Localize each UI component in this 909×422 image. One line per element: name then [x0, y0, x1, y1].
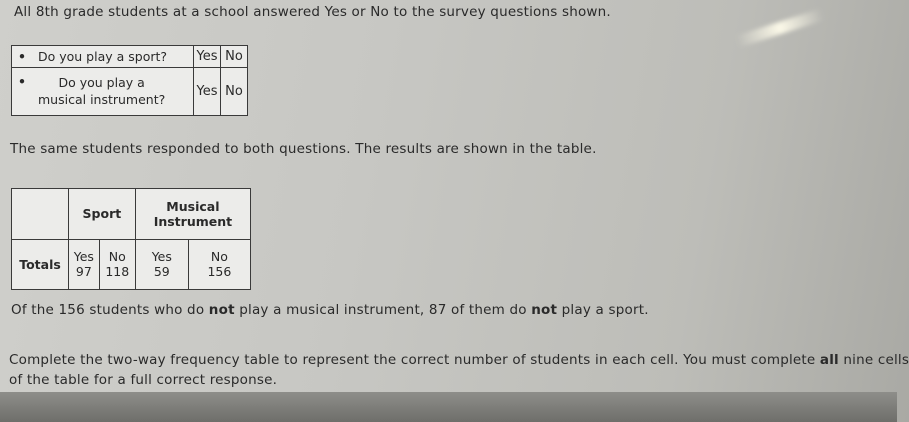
cell-sport-yes — [69, 239, 100, 290]
question-text-line2: musical instrument? — [38, 92, 166, 108]
question-text: Do you play a sport? — [38, 48, 168, 64]
sport-yes-value: 97 — [75, 264, 92, 280]
emphasis-not: not — [531, 302, 558, 318]
text-segment: play a sport. — [557, 302, 649, 318]
answer-no: No — [221, 46, 248, 68]
cell-inst-yes — [135, 239, 188, 290]
intro-text: All 8th grade students at a school answered Yes or No to the survey questions shown. — [14, 4, 611, 20]
table-row — [12, 239, 251, 290]
inst-yes-value: 59 — [153, 264, 170, 280]
sport-yes-label: Yes — [73, 249, 94, 265]
cell-sport-no — [99, 239, 135, 290]
instructions-line2: of the table for a full correct response. — [9, 372, 278, 388]
bullet-icon: • — [18, 48, 26, 64]
text-segment: nine cells — [838, 352, 909, 368]
table-row — [12, 189, 251, 240]
inst-yes-label: Yes — [151, 249, 172, 265]
screen-bottom-edge — [0, 392, 897, 422]
cell-inst-no — [188, 239, 250, 290]
screen-glare — [735, 8, 824, 47]
text-segment: Complete the two-way frequency table to represent the correct number of students in each cell. You must complete — [9, 352, 820, 368]
question-text-line1: Do you play a — [58, 75, 145, 91]
corner-cell — [12, 189, 69, 240]
text-segment: play a musical instrument, 87 of them do — [234, 302, 532, 318]
answer-yes: Yes — [194, 46, 221, 68]
answer-yes: Yes — [194, 67, 221, 115]
header-instrument-line1: Musical — [166, 198, 220, 214]
bullet-icon: • — [18, 74, 26, 90]
answer-no: No — [221, 67, 248, 115]
instructions-line1 — [9, 352, 909, 368]
emphasis-not: not — [208, 302, 235, 318]
sport-no-label: No — [108, 249, 126, 265]
inst-no-value: 156 — [207, 264, 232, 280]
survey-question-sport — [12, 46, 194, 68]
frequency-table — [11, 188, 251, 290]
survey-question-instrument — [12, 67, 194, 115]
table-row — [12, 46, 248, 68]
emphasis-all: all — [819, 352, 839, 368]
row-label-totals: Totals — [12, 239, 69, 290]
of-the-students-text — [11, 302, 649, 318]
survey-questions-table — [11, 45, 248, 116]
header-instrument-line2: Instrument — [153, 213, 233, 229]
header-instrument — [135, 189, 250, 240]
text-segment: Of the 156 students who do — [11, 302, 209, 318]
same-students-text: The same students responded to both questions. The results are shown in the table. — [10, 141, 597, 157]
inst-no-label: No — [210, 249, 228, 265]
table-row — [12, 67, 248, 115]
sport-no-value: 118 — [105, 264, 130, 280]
header-sport: Sport — [69, 189, 136, 240]
